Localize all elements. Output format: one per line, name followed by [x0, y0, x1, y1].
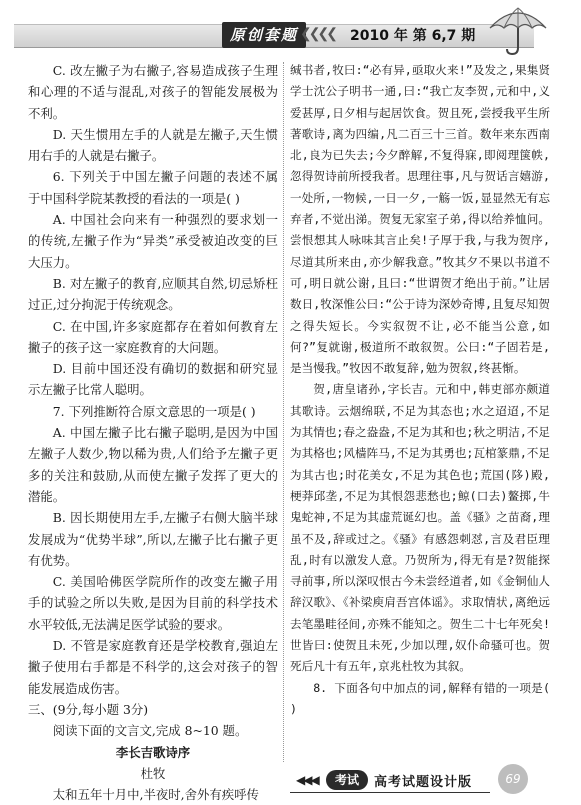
column-divider: [283, 62, 284, 762]
footer-title: 高考试题设计版: [374, 775, 473, 790]
author-name: 杜牧: [140, 765, 166, 781]
option-paragraph: B. 因长期使用左手,左撇子右侧大脑半球发展成为“优势半球”,所以,左撇子比右撇子更有优势。: [28, 510, 278, 568]
option-paragraph: A. 中国社会向来有一种强烈的要求划一的传统,左撇子作为“异类”承受被迫改变的巨大压力。: [28, 212, 278, 270]
page-footer: [0, 762, 581, 800]
option-paragraph: C. 在中国,许多家庭都存在着如何教育左撇子的孩子这一家庭教育的大问题。: [28, 318, 278, 355]
issue-label: 2010 年 第 6,7 期: [350, 28, 476, 44]
umbrella-icon: [486, 4, 550, 56]
option-paragraph: D. 不管是家庭教育还是学校教育,强迫左撇子使用右手都是不科学的,这会对孩子的智能发展造成伤害。: [28, 638, 278, 696]
right-column: [290, 60, 550, 720]
footer-rule: [290, 792, 490, 793]
passage-start: 太和五年十月中,半夜时,舍外有疾呼传: [52, 787, 259, 803]
chevron-icon: ❮❮❮❮: [300, 26, 335, 42]
question-paragraph: 8. 下面各句中加点的词,解释有错的一项是( ): [290, 680, 550, 716]
section-heading: 三、(9分,每小题 3分): [28, 701, 149, 717]
passage-paragraph: 贺,唐皇诸孙,字长吉。元和中,韩吏部亦颇道其歌诗。云烟绵联,不足为其态也;水之迢迢,不足为其情也;春之盎盎,不足为其和也;秋之明洁,不足为其格也;风樯阵马,不足为其勇也;瓦棺篆鼎,不足为其古也;时花美女,不足为其色也;荒国(陊)殿,梗莽邱垄,不足为其恨怨悲愁也;鲸(口去)鳌掷,牛鬼蛇神,不足为其虚荒诞幻也。盖《骚》之苗裔,理虽不及,辞或过之。《骚》有感怨刺怼,言及君臣理乱,时有以激发人意。乃贺所为,得无有是?贺能探寻前事,所以深叹恨古今未尝经道者,如《金铜仙人辞汉歌》、《补梁庾肩吾宫体谣》。求取情状,离绝远去笔墨畦径间,亦殊不能知之。贺生二十七年死矣!世皆曰:使贺且未死,少加以理,奴仆命骚可也。贺死后凡十有五年,京兆杜牧为其叙。: [290, 382, 550, 674]
page-header: [0, 0, 581, 56]
triple-arrow-icon: ◀◀◀: [296, 773, 318, 787]
option-paragraph: D. 目前中国还没有确切的数据和研究显示左撇子比常人聪明。: [28, 361, 278, 398]
option-paragraph: D. 天生惯用左手的人就是左撇子,天生惯用右手的人就是右撇子。: [28, 126, 278, 164]
question-paragraph: 6. 下列关于中国左撇子问题的表述不属于中国科学院某教授的看法的一项是( ): [28, 169, 278, 206]
page-number: 69: [498, 764, 528, 794]
poem-title: 李长吉歌诗序: [115, 744, 191, 760]
passage-paragraph: 缄书者,牧曰:“必有异,亟取火来!”及发之,果集贤学士沈公子明书一通,曰:“我亡友李贺,元和中,义爱甚厚,日夕相与起居饮食。贺且死,尝授我平生所著歌诗,离为四编,凡二百三十三首。数年来东西南北,良为已失去;今夕醉解,不复得寐,即阅理箧帙,忽得贺诗前所授我者。思理往事,凡与贺话言嬉游,一处所,一物候,一日一夕,一觞一饭,显显然无有忘弃者,不觉出涕。贺复无家室子弟,得以给养恤问。尝恨想其人咏味其言止矣!子厚于我,与我为贺序,尽道其所来由,亦少解我意。”牧其夕不果以书道不可,明日就公谢,且曰:“世谓贺才绝出于前。”让居数日,牧深惟公曰:“公于诗为深妙奇博,且复尽知贺之得失短长。今实叙贺不让,必不能当公意,如何?”复就谢,极道所不敢叙贺。公曰:“子固若是,是当慢我。”牧因不敢复辞,勉为贺叙,终甚惭。: [290, 63, 550, 376]
left-column: [28, 60, 278, 805]
brand-label: 原创套题: [222, 22, 306, 48]
option-paragraph: C. 美国哈佛医学院所作的改变左撇子用手的试验之所以失败,是因为目前的科学技术水平较低,无法满足医学试验的要求。: [28, 574, 278, 632]
question-paragraph: 7. 下列推断符合原文意思的一项是( ): [52, 403, 256, 419]
option-paragraph: B. 对左撇子的教育,应顺其自然,切忌矫枉过正,过分拘泥于传统观念。: [28, 275, 278, 313]
footer-badge: 考试: [326, 770, 368, 790]
instruction-text: 阅读下面的文言文,完成 8~10 题。: [52, 723, 248, 739]
option-paragraph: A. 中国左撇子比右撇子聪明,是因为中国左撇子人数少,物以稀为贵,人们给予左撇子更多的关注和鼓励,从而使左撇子发挥了更大的潜能。: [28, 425, 278, 504]
option-paragraph: C. 改左撇子为右撇子,容易造成孩子生理和心理的不适与混乱,对孩子的智能发展极为不利。: [28, 63, 278, 121]
